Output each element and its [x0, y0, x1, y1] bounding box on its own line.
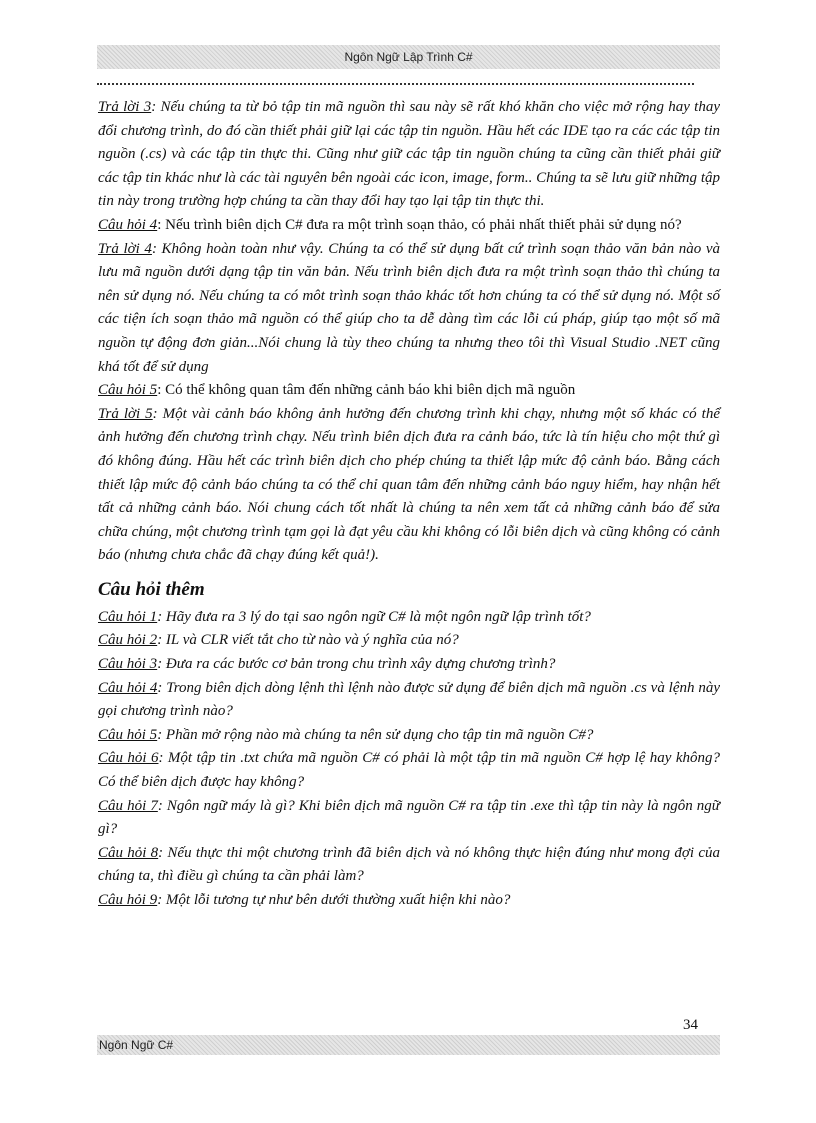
- answer-5: [98, 403, 720, 568]
- question-4-text: : Nếu trình biên dịch C# đưa ra một trình soạn thảo, có phải nhất thiết phải sử dụng nó?: [157, 216, 682, 233]
- answer-3: [98, 96, 720, 214]
- answer-4-text: : Không hoàn toàn như vậy. Chúng ta có thể sử dụng bất cứ trình soạn thảo văn bản nào và lưu mã nguồn dưới dạng tập tin văn bản. Nếu trình biên dịch đưa ra một trình soạn thảo thì chúng ta nên sử dụng nó. Nếu chúng ta có môt trình soạn thảo khác tốt hơn chúng ta có thể sử dụng nó. Một số các tiện ích soạn thảo mã nguồn có thể giúp cho ta dễ dàng tìm các lỗi cú pháp, giúp tạo một số mã nguồn tự động đơn giản...Nói chung là tùy theo chúng ta nhưng theo tôi thì Visual Studio .NET cũng khá tốt để sử dụng: [98, 240, 720, 375]
- footer-title: Ngôn Ngữ C#: [99, 1038, 174, 1052]
- extra-question-text: : Trong biên dịch dòng lệnh thì lệnh nào được sử dụng để biên dịch mã nguồn .cs và lệnh này gọi chương trình nào?: [98, 679, 720, 720]
- extra-question-3: [98, 653, 720, 677]
- answer-5-text: : Một vài cảnh báo không ảnh hưởng đến chương trình khi chạy, nhưng một số khác có thể ảnh hưởng đến chương trình chạy. Nếu trình biên dịch đưa ra cảnh báo, tức là tín hiệu cho một thứ gì đó không đúng. Hầu hết các trình biên dịch cho phép chúng ta thiết lập mức độ cảnh báo. Bằng cách thiết lập mức độ cảnh báo chúng ta có thể chỉ quan tâm đến những cảnh báo nguy hiểm, hay nhận hết tất cả những cảnh báo. Nói chung cách tốt nhất là chúng ta nên xem tất cả những cảnh báo để sửa chữa chúng, một chương trình tạm gọi là đạt yêu cầu khi không có lỗi biên dịch và cũng không có cảnh báo (nhưng chưa chắc đã chạy đúng kết quả!).: [98, 405, 720, 564]
- answer-4: [98, 238, 720, 380]
- extra-question-label: Câu hỏi 2: [98, 632, 158, 649]
- extra-question-5: [98, 724, 720, 748]
- extra-question-label: Câu hỏi 4: [98, 679, 158, 696]
- extra-question-label: Câu hỏi 5: [98, 726, 158, 743]
- page-content: [98, 96, 720, 913]
- page-footer: [97, 1035, 720, 1055]
- page-header: [97, 45, 720, 69]
- extra-question-2: [98, 629, 720, 653]
- extra-question-text: : Một tập tin .txt chứa mã nguồn C# có phải là một tập tin mã nguồn C# hợp lệ hay không? Có thể biên dịch được hay không?: [98, 750, 720, 791]
- extra-question-text: : Một lỗi tương tự như bên dưới thường xuất hiện khi nào?: [157, 892, 511, 908]
- extra-question-label: Câu hỏi 3: [98, 656, 158, 673]
- extra-question-text: : Phần mở rộng nào mà chúng ta nên sử dụng cho tập tin mã nguồn C#?: [157, 726, 594, 743]
- extra-question-text: : Nếu thực thi một chương trình đã biên dịch và nó không thực hiện đúng như mong đợi của chúng ta, thì điều gì chúng ta cần phải làm?: [98, 844, 720, 885]
- extra-question-6: [98, 747, 720, 794]
- question-4: [98, 214, 720, 238]
- extra-question-label: Câu hỏi 7: [98, 797, 158, 814]
- extra-question-1: [98, 606, 720, 630]
- question-5-label: Câu hỏi 5: [98, 382, 158, 399]
- extra-question-4: [98, 677, 720, 724]
- extra-question-9: [98, 889, 720, 913]
- extra-question-8: [98, 842, 720, 889]
- question-5-text: : Có thể không quan tâm đến những cảnh báo khi biên dịch mã nguồn: [157, 382, 576, 399]
- answer-5-label: Trả lời 5: [98, 405, 153, 422]
- answer-3-label: Trả lời 3: [98, 99, 152, 115]
- extra-question-label: Câu hỏi 9: [98, 892, 158, 908]
- extra-question-label: Câu hỏi 8: [98, 844, 159, 861]
- header-divider: [97, 83, 694, 85]
- question-5: [98, 379, 720, 403]
- section-title: Câu hỏi thêm: [98, 578, 205, 600]
- page-number: 34: [683, 1017, 698, 1033]
- extra-question-7: [98, 795, 720, 842]
- answer-3-text: : Nếu chúng ta từ bỏ tập tin mã nguồn thì sau này sẽ rất khó khăn cho việc mở rộng hay thay đổi chương trình, do đó cần thiết phải giữ lại các tập tin nguồn. Hầu hết các IDE tạo ra các các tập tin nguồn (.cs) và các tập tin thực thi. Cũng như giữ các tập tin nguồn chúng ta cũng cần thiết phải giữ các tập tin khác như là các tài nguyên bên ngoài các icon, image, form.. Chúng ta sẽ lưu giữ những tập tin này trong trường hợp chúng ta cần thay đổi hay tạo lại tập tin thực thi.: [98, 99, 720, 210]
- answer-4-label: Trả lời 4: [98, 240, 152, 257]
- question-4-label: Câu hỏi 4: [98, 216, 158, 233]
- extra-question-text: : Đưa ra các bước cơ bản trong chu trình xây dựng chương trình?: [157, 656, 556, 673]
- extra-question-text: : Hãy đưa ra 3 lý do tại sao ngôn ngữ C# là một ngôn ngữ lập trình tốt?: [157, 608, 591, 625]
- extra-question-text: : Ngôn ngữ máy là gì? Khi biên dịch mã nguồn C# ra tập tin .exe thì tập tin này là ngôn ngữ gì?: [98, 797, 720, 838]
- extra-question-label: Câu hỏi 1: [98, 608, 158, 625]
- extra-question-label: Câu hỏi 6: [98, 750, 159, 767]
- extra-question-text: : IL và CLR viết tắt cho từ nào và ý nghĩa của nó?: [157, 632, 459, 649]
- header-title: Ngôn Ngữ Lập Trình C#: [344, 50, 473, 64]
